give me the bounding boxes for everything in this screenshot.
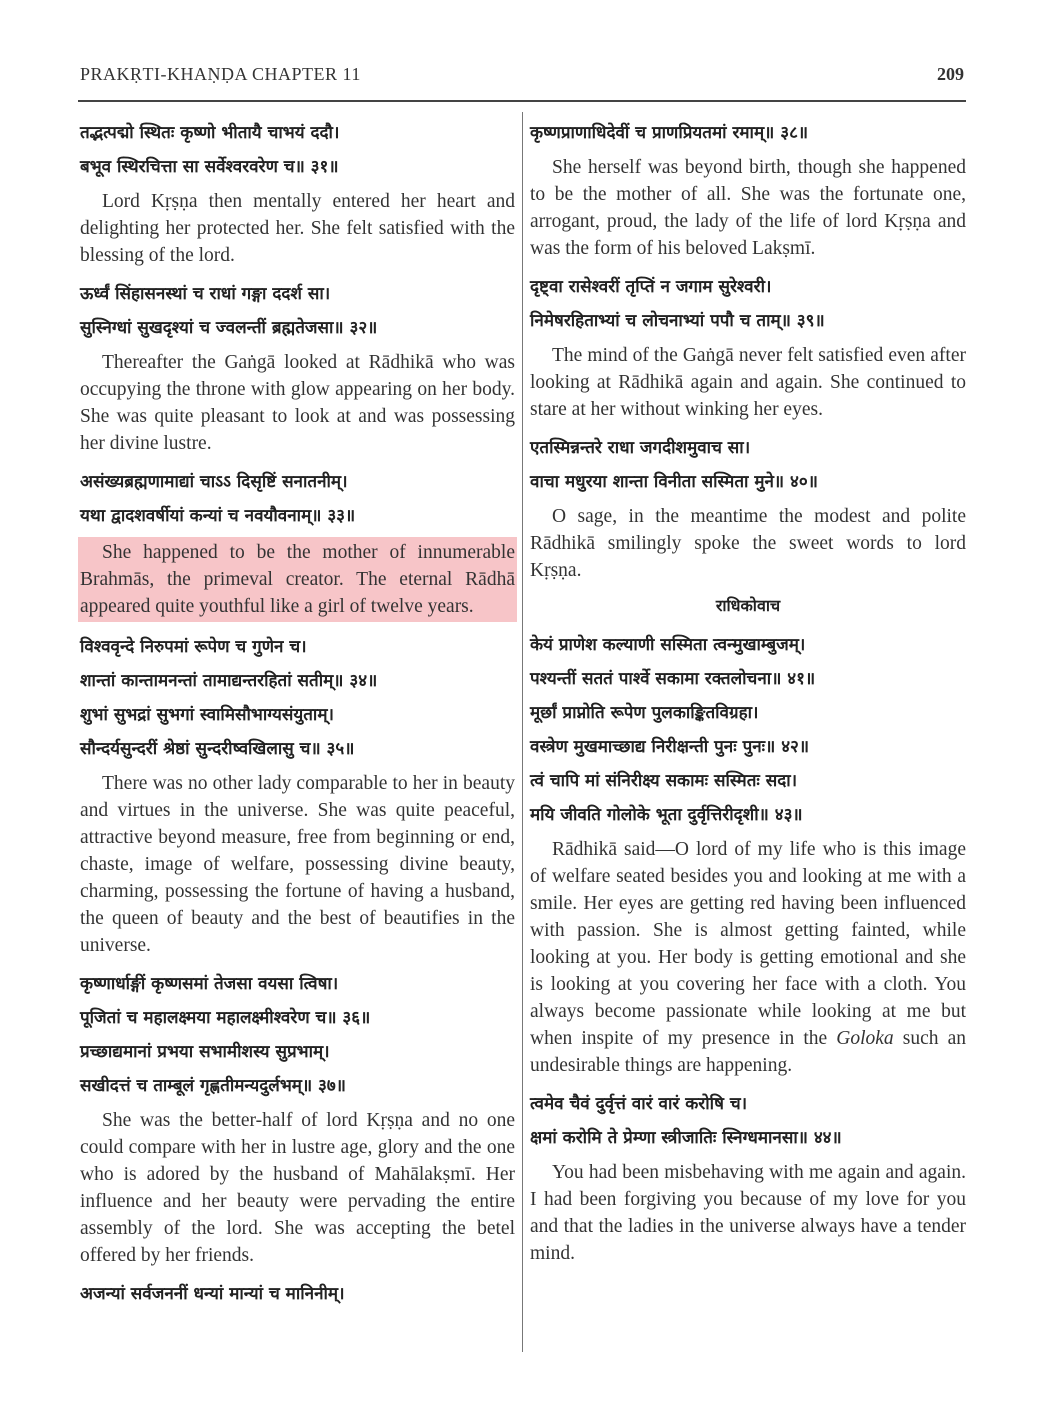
sanskrit-verse-line: मयि जीवति गोलोके भूता दुर्वृत्तिरीदृशी॥ ४३॥ (530, 805, 803, 825)
sanskrit-verse-line: दृष्ट्वा रासेश्वरीं तृप्तिं न जगाम सुरेश्वरी। (530, 277, 772, 297)
sanskrit-verse-line: त्वं चापि मां संनिरीक्ष्य सकामः सस्मितः सदा। (530, 771, 798, 791)
translation-paragraph (530, 836, 966, 1079)
sanskrit-verse-line: त्वमेव चैवं दुर्वृत्तं वारं वारं करोषि च। (530, 1094, 748, 1114)
sanskrit-verse-line: वस्त्रेण मुखमाच्छाद्य निरीक्षन्ती पुनः पुनः॥ ४२॥ (530, 737, 810, 757)
sanskrit-verse-line: पूजितां च महालक्ष्मया महालक्ष्मीश्वरेण च॥ ३६॥ (80, 1008, 371, 1028)
translation-paragraph: She herself was beyond birth, though she happened to be the mother of all. She was the fortunate one, arrogant, proud, the lady of the life of lord Kṛṣṇa and was the form of his beloved Lakṣmī. (530, 157, 966, 259)
sanskrit-verse-line: तद्भत्पद्मो स्थितः कृष्णो भीतायै चाभयं ददौ। (80, 123, 340, 143)
column-divider (522, 112, 523, 1352)
translation-paragraph: The mind of the Gaṅgā never felt satisfied even after looking at Rādhikā again and again. She continued to stare at her without winking her eyes. (530, 345, 966, 420)
sanskrit-verse-line: केयं प्राणेश कल्याणी सस्मिता त्वन्मुखाम्बुजम्। (530, 635, 806, 655)
sanskrit-verse-line: निमेषरहिताभ्यां च लोचनाभ्यां पपौ च ताम्॥ ३९॥ (530, 311, 825, 331)
sanskrit-verse-line: असंख्यब्रह्मणामाद्यां चाऽऽ दिसृष्टिं सनातनीम्। (80, 472, 348, 492)
translation-paragraph: O sage, in the meantime the modest and polite Rādhikā smilingly spoke the sweet words to lord Kṛṣṇa. (530, 506, 966, 581)
sanskrit-verse-line: पश्यन्तीं सततं पार्श्वे सकामा रक्तलोचना॥ ४१॥ (530, 669, 816, 689)
translation-text: Rādhikā said—O lord of my life who is this image of welfare seated besides you and looking at me with a smile. Her eyes are getting red having been influenced with passion. She is almost getting fainted, while looking at you. Her body is getting emotional and she is looking at you covering her face with a cloth. You always become passionate while looking at me but when inspite of my presence in the (530, 839, 966, 1049)
sanskrit-verse-line: बभूव स्थिरचित्ता सा सर्वेश्वरवरेण च॥ ३१॥ (80, 157, 339, 177)
translation-paragraph: There was no other lady comparable to her in beauty and virtues in the universe. She was quite peaceful, attractive beyond measure, free from beginning or end, chaste, image of welfare, possessing divine beauty, charming, possessing the fortune of having a husband, the queen of beauty and the best of beautifies in the universe. (80, 773, 515, 956)
header-rule (78, 100, 966, 102)
translation-paragraph: She was the better-half of lord Kṛṣṇa and no one could compare with her in lustre age, glory and the one who is adored by the husband of Mahālakṣmī. Her influence and her beauty were pervading the entire assembly of the lord. She was accepting the betel offered by her friends. (80, 1110, 515, 1266)
sanskrit-verse-line: सखीदत्तं च ताम्बूलं गृह्णतीमन्यदुर्लभम्॥ ३७॥ (80, 1076, 346, 1096)
speaker-heading: राधिकोवाच (715, 596, 781, 615)
sanskrit-verse-line: यथा द्वादशवर्षीयां कन्यां च नवयौवनाम्॥ ३३॥ (80, 506, 356, 526)
running-title: PRAKṚTI-KHAṆḌA CHAPTER 11 (80, 64, 361, 84)
translation-paragraph: Lord Kṛṣṇa then mentally entered her heart and delighting her protected her. She felt satisfied with the blessing of the lord. (80, 191, 515, 266)
sanskrit-verse-line: सौन्दर्यसुन्दरीं श्रेष्ठां सुन्दरीष्वखिलासु च॥ ३५॥ (80, 739, 355, 759)
sanskrit-verse-line: कृष्णार्धाङ्गीं कृष्णसमां तेजसा वयसा त्विषा। (80, 974, 339, 994)
left-column (80, 112, 515, 1311)
page-header (80, 60, 966, 92)
sanskrit-verse-line: सुस्निग्धां सुखदृश्यां च ज्वलन्तीं ब्रह्मतेजसा॥ ३२॥ (80, 318, 378, 338)
sanskrit-verse-line: प्रच्छाद्यमानां प्रभया सभामीशस्य सुप्रभाम्। (80, 1042, 330, 1062)
sanskrit-verse-line: वाचा मधुरया शान्ता विनीता सस्मिता मुने॥ ४०॥ (530, 472, 818, 492)
sanskrit-verse-line: एतस्मिन्नन्तरे राधा जगदीशमुवाच सा। (530, 438, 751, 458)
highlighted-translation-paragraph[interactable]: She happened to be the mother of innumerable Brahmās, the primeval creator. The eternal Rādhā appeared quite youthful like a girl of twelve years. (78, 537, 517, 622)
sanskrit-verse-line: क्षमां करोमि ते प्रेम्णा स्त्रीजातिः स्निग्धमानसा॥ ४४॥ (530, 1128, 842, 1148)
translation-paragraph: Thereafter the Gaṅgā looked at Rādhikā who was occupying the throne with glow appearing on her body. She was quite pleasant to look at and was possessing her divine lustre. (80, 352, 515, 454)
sanskrit-verse-line: मूर्छां प्राप्नोति रूपेण पुलकाङ्कितविग्रहा। (530, 703, 759, 723)
italic-term: Goloka (836, 1028, 894, 1049)
sanskrit-verse-line: विश्ववृन्दे निरुपमां रूपेण च गुणेन च। (80, 637, 307, 657)
page-number: 209 (937, 64, 964, 84)
translation-text: such an undesirable things are happening. (530, 1028, 966, 1076)
sanskrit-verse-line: अजन्यां सर्वजननीं धन्यां मान्यां च मानिनीम्। (80, 1284, 345, 1304)
sanskrit-verse-line: कृष्णप्राणाधिदेवीं च प्राणप्रियतमां रमाम्॥ ३८॥ (530, 123, 809, 143)
translation-paragraph: You had been misbehaving with me again and again. I had been forgiving you because of my love for you and that the ladies in the universe always have a tender mind. (530, 1162, 966, 1264)
sanskrit-verse-line: शान्तां कान्तामनन्तां तामाद्यन्तरहितां सतीम्॥ ३४॥ (80, 671, 378, 691)
sanskrit-verse-line: शुभां सुभद्रां सुभगां स्वामिसौभाग्यसंयुताम्। (80, 705, 334, 725)
right-column (530, 112, 966, 1275)
sanskrit-verse-line: ऊर्ध्वं सिंहासनस्थां च राधां गङ्गा ददर्श सा। (80, 284, 331, 304)
